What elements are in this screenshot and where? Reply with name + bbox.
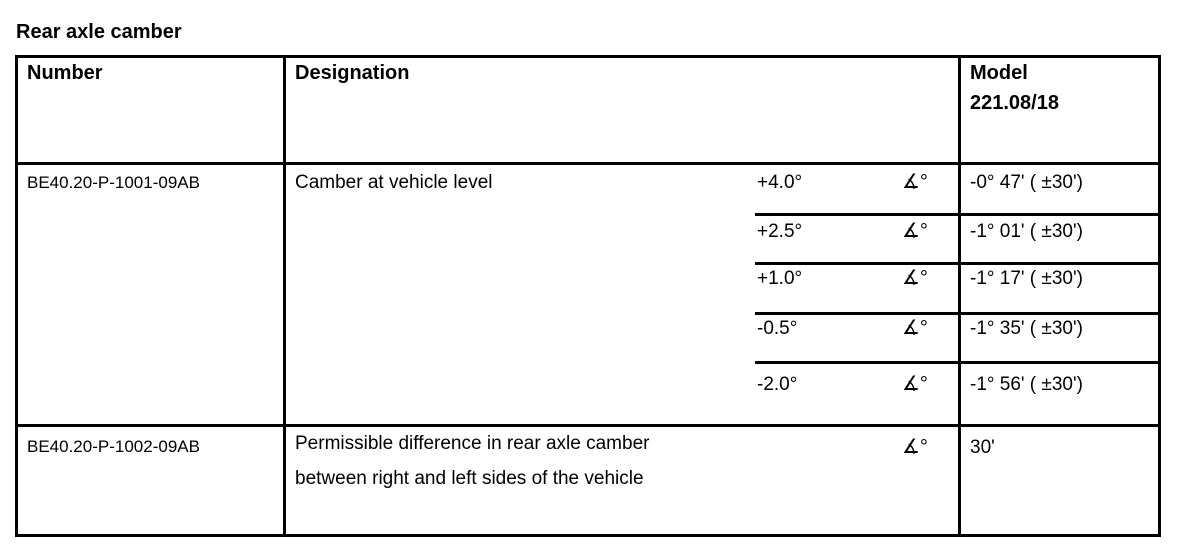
table-title: Rear axle camber bbox=[16, 21, 182, 43]
vehicle-level-value: +2.5° bbox=[757, 221, 803, 242]
angle-degree-icon: ∡° bbox=[902, 171, 928, 193]
angle-degree-icon: ∡° bbox=[902, 373, 928, 395]
table-border-top bbox=[15, 55, 1161, 58]
header-designation: Designation bbox=[295, 62, 410, 84]
column-divider bbox=[283, 55, 286, 537]
camber-value: -1° 56' ( ±30') bbox=[970, 374, 1083, 395]
camber-value: -1° 17' ( ±30') bbox=[970, 268, 1083, 289]
angle-degree-icon: ∡° bbox=[902, 267, 928, 289]
column-divider bbox=[958, 55, 961, 537]
sub-row-divider bbox=[755, 312, 1161, 315]
table-border-left bbox=[15, 55, 18, 537]
row-designation: Camber at vehicle level bbox=[295, 172, 493, 193]
camber-value: -0° 47' ( ±30') bbox=[970, 172, 1083, 193]
camber-value: -1° 35' ( ±30') bbox=[970, 318, 1083, 339]
vehicle-level-value: -0.5° bbox=[757, 318, 798, 339]
vehicle-level-value: +4.0° bbox=[757, 172, 803, 193]
sub-row-divider bbox=[755, 262, 1161, 265]
table-border-right bbox=[1158, 55, 1161, 537]
angle-degree-icon: ∡° bbox=[902, 317, 928, 339]
header-model: Model bbox=[970, 62, 1028, 84]
row-designation: Permissible difference in rear axle camber bbox=[295, 433, 650, 454]
sub-row-divider bbox=[755, 213, 1161, 216]
table-border-bottom bbox=[15, 534, 1161, 537]
difference-value: 30' bbox=[970, 437, 995, 458]
header-row-divider bbox=[15, 162, 1161, 165]
vehicle-level-value: +1.0° bbox=[757, 268, 803, 289]
camber-value: -1° 01' ( ±30') bbox=[970, 221, 1083, 242]
row-designation-cont: between right and left sides of the vehicle bbox=[295, 468, 644, 489]
header-model-code: 221.08/18 bbox=[970, 92, 1059, 114]
sub-row-divider bbox=[755, 361, 1161, 364]
vehicle-level-value: -2.0° bbox=[757, 374, 798, 395]
row-number: BE40.20-P-1001-09AB bbox=[27, 173, 200, 192]
row-number: BE40.20-P-1002-09AB bbox=[27, 437, 200, 456]
header-number: Number bbox=[27, 62, 103, 84]
angle-degree-icon: ∡° bbox=[902, 436, 928, 458]
angle-degree-icon: ∡° bbox=[902, 220, 928, 242]
row-divider bbox=[15, 424, 1161, 427]
